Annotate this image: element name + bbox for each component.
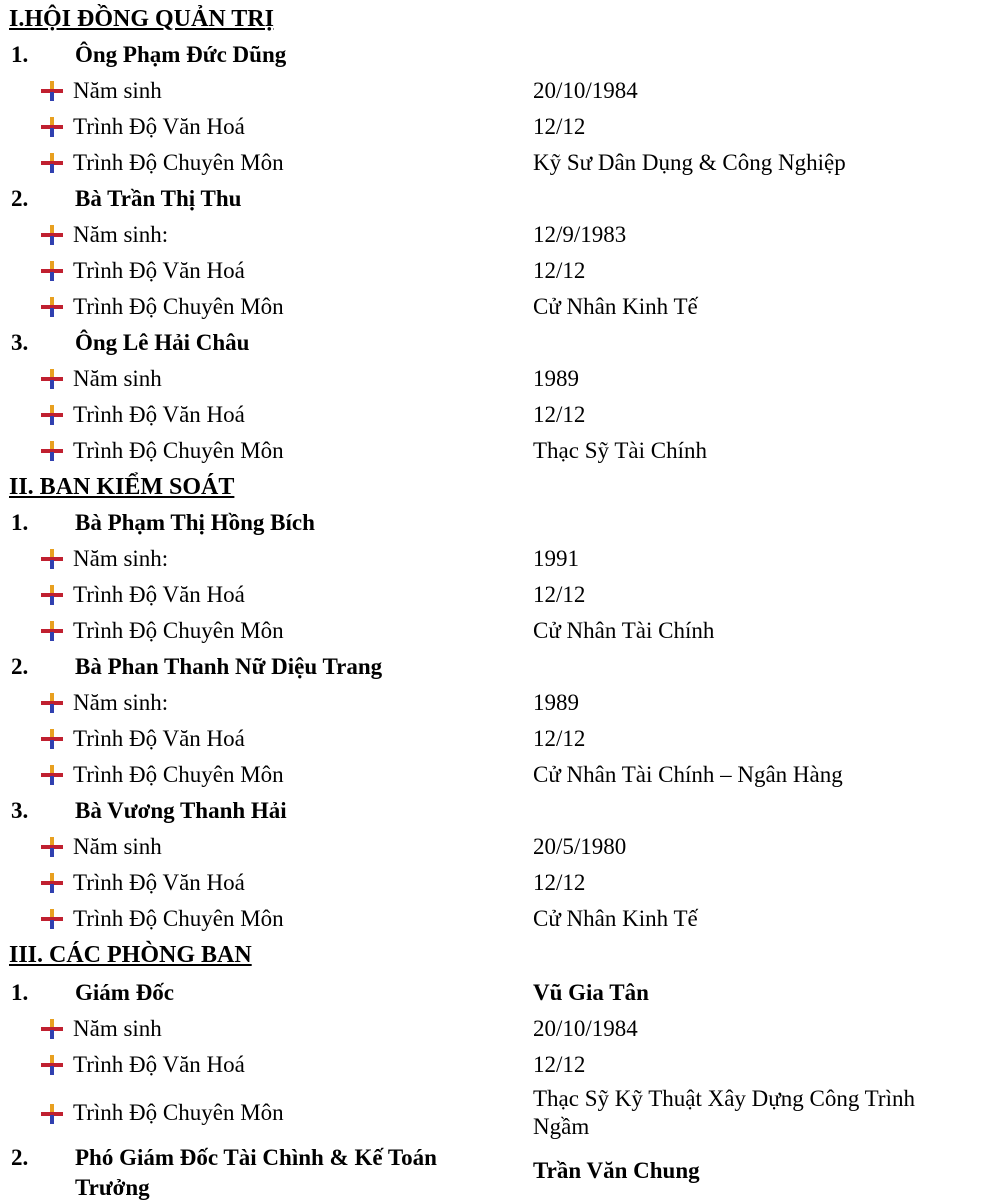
detail-label: Trình Độ Văn Hoá (73, 582, 245, 607)
detail-row (0, 361, 1002, 397)
detail-label: Trình Độ Chuyên Môn (73, 150, 284, 175)
detail-value: 20/5/1980 (533, 834, 627, 859)
bullet-arrow-icon (41, 81, 63, 101)
detail-label: Năm sinh (73, 1016, 162, 1041)
detail-value: 12/12 (533, 258, 586, 283)
detail-row (0, 397, 1002, 433)
member-number: 2. (11, 186, 29, 211)
detail-label: Năm sinh: (73, 546, 169, 571)
detail-label: Trình Độ Văn Hoá (73, 726, 245, 751)
bullet-arrow-icon (41, 405, 63, 425)
detail-value: 12/12 (533, 582, 586, 607)
detail-row (0, 1083, 1002, 1143)
detail-row (0, 901, 1002, 937)
bullet-arrow-icon (41, 765, 63, 785)
member-number: 1. (11, 980, 29, 1005)
section-heading (0, 1, 1002, 37)
detail-row (0, 829, 1002, 865)
detail-label: Trình Độ Chuyên Môn (73, 438, 284, 463)
detail-row (0, 721, 1002, 757)
bullet-arrow-icon (41, 261, 63, 281)
detail-row (0, 865, 1002, 901)
member-number: 2. (11, 1145, 29, 1170)
bullet-arrow-icon (41, 729, 63, 749)
member-name: Bà Phạm Thị Hồng Bích (75, 510, 315, 535)
bullet-arrow-icon (41, 909, 63, 929)
detail-value: 1989 (533, 690, 579, 715)
member-name: Giám Đốc (75, 980, 175, 1005)
bullet-arrow-icon (41, 153, 63, 173)
member-name: Ông Lê Hải Châu (75, 330, 250, 355)
bullet-arrow-icon (41, 225, 63, 245)
detail-row (0, 73, 1002, 109)
member-name: Phó Giám Đốc Tài Chình & Kế Toán Trưởng (75, 1145, 437, 1200)
bullet-arrow-icon (41, 441, 63, 461)
member-name: Bà Phan Thanh Nữ Diệu Trang (75, 654, 383, 679)
detail-row (0, 577, 1002, 613)
detail-row (0, 253, 1002, 289)
section-heading (0, 469, 1002, 505)
detail-value: 1991 (533, 546, 579, 571)
detail-label: Trình Độ Chuyên Môn (73, 762, 284, 787)
detail-label: Trình Độ Chuyên Môn (73, 294, 284, 319)
member-row (0, 181, 1002, 217)
detail-label: Trình Độ Văn Hoá (73, 258, 245, 283)
detail-value: 12/12 (533, 114, 586, 139)
bullet-arrow-icon (41, 837, 63, 857)
member-row (0, 37, 1002, 73)
member-number: 3. (11, 330, 29, 355)
bullet-arrow-icon (41, 117, 63, 137)
section-title: I.HỘI ĐỒNG QUẢN TRỊ (9, 6, 274, 32)
bullet-arrow-icon (41, 549, 63, 569)
detail-label: Năm sinh: (73, 222, 169, 247)
detail-label: Năm sinh: (73, 690, 169, 715)
detail-row (0, 757, 1002, 793)
member-row (0, 793, 1002, 829)
detail-value: 12/12 (533, 726, 586, 751)
detail-value: Thạc Sỹ Tài Chính (533, 438, 707, 463)
member-name: Ông Phạm Đức Dũng (75, 42, 287, 67)
detail-value: Cử Nhân Tài Chính – Ngân Hàng (533, 762, 843, 787)
detail-value: 12/12 (533, 1052, 586, 1077)
detail-value: 12/12 (533, 870, 586, 895)
member-row (0, 325, 1002, 361)
detail-row (0, 433, 1002, 469)
member-number: 3. (11, 798, 29, 823)
detail-value: Cử Nhân Kinh Tế (533, 294, 698, 319)
bullet-arrow-icon (41, 1055, 63, 1075)
bullet-arrow-icon (41, 369, 63, 389)
detail-row (0, 541, 1002, 577)
detail-row (0, 685, 1002, 721)
detail-value: Cử Nhân Kinh Tế (533, 906, 698, 931)
member-row (0, 649, 1002, 685)
section-title: II. BAN KIỂM SOÁT (9, 474, 235, 500)
detail-value: 12/12 (533, 402, 586, 427)
detail-label: Trình Độ Văn Hoá (73, 402, 245, 427)
detail-label: Năm sinh (73, 78, 162, 103)
bullet-arrow-icon (41, 1019, 63, 1039)
bullet-arrow-icon (41, 693, 63, 713)
detail-label: Năm sinh (73, 834, 162, 859)
detail-row (0, 109, 1002, 145)
person-name: Trần Văn Chung (533, 1158, 700, 1183)
member-number: 1. (11, 510, 29, 535)
detail-value: Cử Nhân Tài Chính (533, 618, 715, 643)
detail-row (0, 1011, 1002, 1047)
detail-label: Trình Độ Chuyên Môn (73, 1100, 284, 1125)
detail-value: Thạc Sỹ Kỹ Thuật Xây Dựng Công Trình Ngầm (533, 1086, 915, 1139)
detail-row (0, 1047, 1002, 1083)
detail-label: Trình Độ Văn Hoá (73, 114, 245, 139)
bullet-arrow-icon (41, 297, 63, 317)
bullet-arrow-icon (41, 585, 63, 605)
detail-value: 20/10/1984 (533, 78, 638, 103)
bullet-arrow-icon (41, 1104, 63, 1124)
bullet-arrow-icon (41, 621, 63, 641)
member-row (0, 975, 1002, 1011)
detail-row (0, 145, 1002, 181)
detail-row (0, 613, 1002, 649)
section-heading (0, 937, 1002, 973)
member-number: 2. (11, 654, 29, 679)
detail-row (0, 217, 1002, 253)
person-name: Vũ Gia Tân (533, 980, 649, 1005)
member-name: Bà Vương Thanh Hải (75, 798, 287, 823)
member-row (0, 1143, 1002, 1200)
detail-value: 12/9/1983 (533, 222, 627, 247)
bullet-arrow-icon (41, 873, 63, 893)
detail-value: Kỹ Sư Dân Dụng & Công Nghiệp (533, 150, 846, 175)
member-name: Bà Trần Thị Thu (75, 186, 242, 211)
section-title: III. CÁC PHÒNG BAN (9, 942, 252, 968)
detail-value: 20/10/1984 (533, 1016, 638, 1041)
detail-label: Trình Độ Chuyên Môn (73, 906, 284, 931)
detail-label: Trình Độ Văn Hoá (73, 1052, 245, 1077)
detail-label: Năm sinh (73, 366, 162, 391)
detail-label: Trình Độ Văn Hoá (73, 870, 245, 895)
detail-label: Trình Độ Chuyên Môn (73, 618, 284, 643)
detail-row (0, 289, 1002, 325)
member-row (0, 505, 1002, 541)
detail-value: 1989 (533, 366, 579, 391)
member-number: 1. (11, 42, 29, 67)
